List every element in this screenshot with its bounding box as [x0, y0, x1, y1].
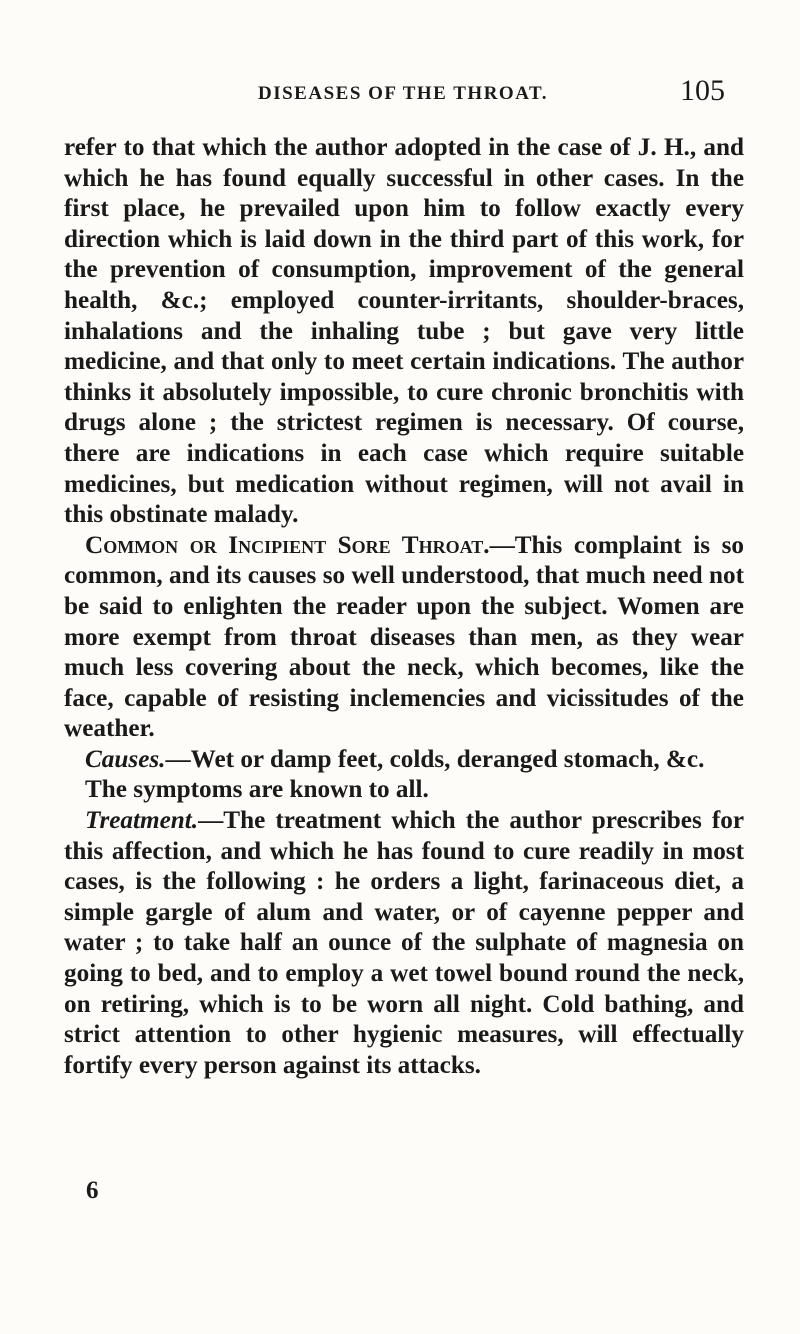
- paragraph-1: refer to that which the author adopted in the case of J. H., and which he has found equally successful in other cases. In the first place, he prevailed upon him to follow exactly every direction which is laid down in the third part of this work, for the prevention of consumption, improvement of the general health, &c.; employed counter-irritants, shoulder-braces, inhalations and the inhaling tube ; but gave very little medicine, and that only to meet certain indications. The author thinks it absolutely impossible, to cure chronic bronchitis with drugs alone ; the strictest regimen is necessary. Of course, there are indications in each case which require suitable medicines, but medication without regimen, will not avail in this obstinate malady.: [64, 134, 744, 529]
- label-treatment: Treatment.: [85, 807, 199, 835]
- label-causes: Causes.: [85, 745, 166, 773]
- page-number: 105: [680, 74, 725, 107]
- paragraph-sore-throat: [64, 531, 744, 745]
- paragraph-symptoms: The symptoms are known to all.: [85, 776, 429, 804]
- paragraph-sore-throat-body: —This complaint is so common, and its causes so well understood, that much need not be said to enlighten the reader upon the subject. Women are more exempt from throat diseases than men, as they wear much less covering about the neck, which becomes, like the face, capable of resisting inclemencies and vicissitudes of the weather.: [64, 531, 744, 743]
- running-head-title: DISEASES OF THE THROAT.: [258, 83, 549, 104]
- paragraph-treatment: [64, 806, 744, 1081]
- section-heading-sore-throat: Common or Incipient Sore Throat.: [85, 531, 490, 559]
- body-text: [64, 133, 744, 1081]
- paragraph-causes-body: —Wet or damp feet, colds, deranged stomach, &c.: [165, 745, 705, 773]
- paragraph-treatment-body: —The treatment which the author prescribes for this affection, and which he has found to cure readily in most cases, is the following : he orders a light, farinaceous diet, a simple gargle of alum and water, or of cayenne pepper and water ; to take half an ounce of the sulphate of magnesia on going to bed, and to employ a wet towel bound round the neck, on retiring, which is to be worn all night. Cold bathing, and strict attention to other hygienic measures, will effectually fortify every person against its attacks.: [64, 807, 744, 1079]
- paragraph-causes: [64, 745, 744, 776]
- signature-mark: 6: [86, 1177, 99, 1204]
